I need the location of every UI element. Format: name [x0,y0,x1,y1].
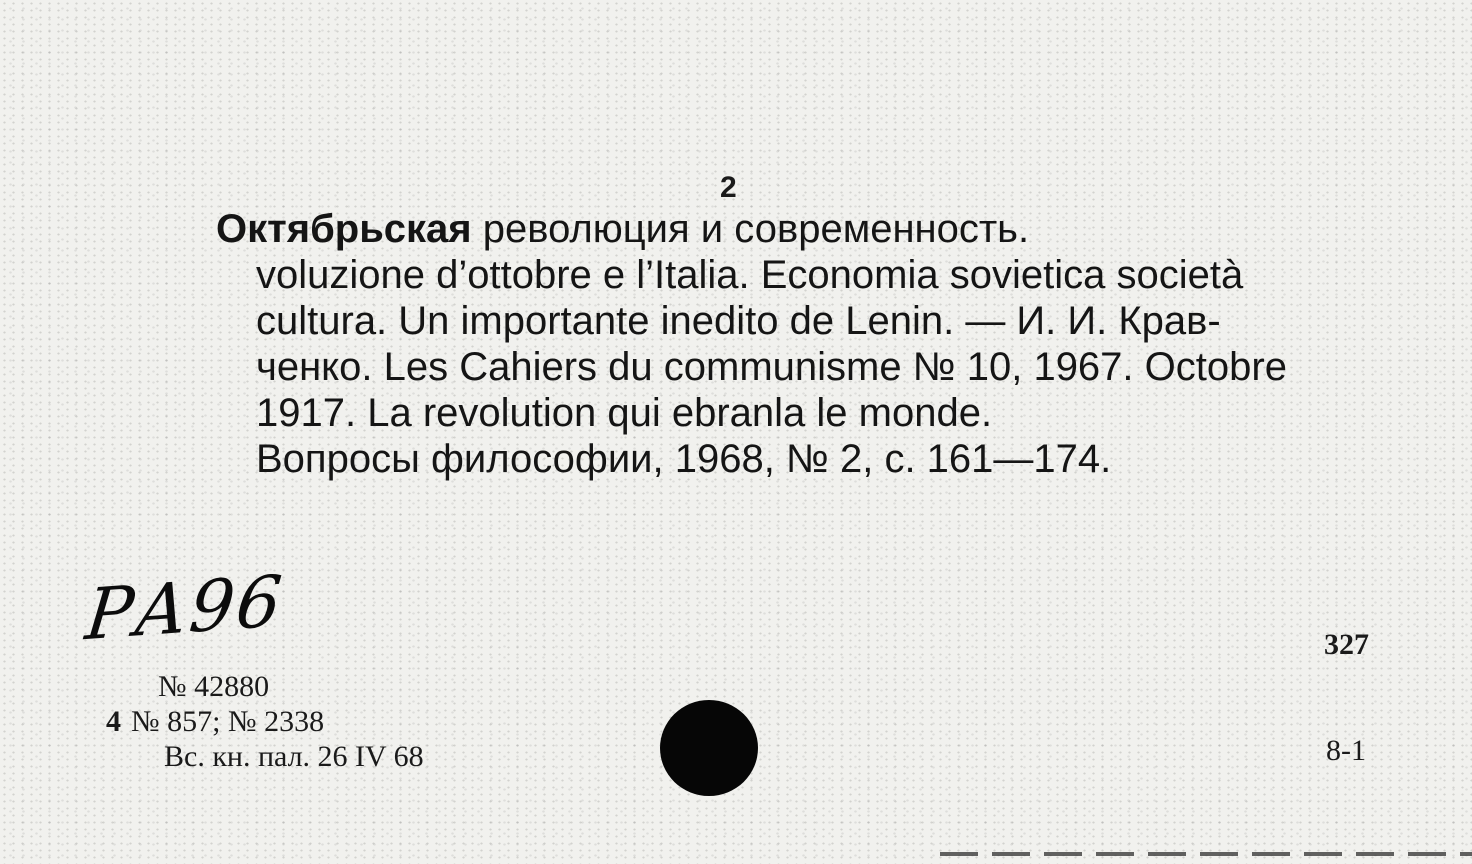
entry-heading-word: Октябрьская [216,207,472,251]
card-index-number: 327 [1324,628,1369,661]
punch-hole [660,700,758,796]
card-edge-mark [940,852,1472,856]
entry-title-line [216,206,1366,252]
entry-line-5: 1917. La revolution qui ebranla le monde. [256,391,993,435]
card-page-number: 2 [720,171,737,204]
entry-heading-rest: революция и современность. [471,207,1030,251]
classification-numbers [106,705,324,739]
entry-line-6: Вопросы философии, 1968, № 2, с. 161—174. [256,437,1112,481]
handwritten-shelf-code: РА96 [81,559,288,657]
accession-number: № 42880 [158,670,270,703]
entry-line-2: voluzione d’ottobre e l’Italia. Economia sovietica società [256,253,1244,297]
classification-prefix: 4 [106,705,121,738]
chamber-record: Вс. кн. пал. 26 IV 68 [164,740,424,773]
card-series-number: 8-1 [1326,734,1366,767]
entry-line-4: ченко. Les Cahiers du communisme № 10, 1967. Octobre [256,345,1287,389]
classification-numbers-text: № 857; № 2338 [131,705,325,738]
entry-line-3: cultura. Un importante inedito de Lenin. — И. И. Крав- [256,299,1221,343]
bibliographic-entry [216,206,1366,482]
